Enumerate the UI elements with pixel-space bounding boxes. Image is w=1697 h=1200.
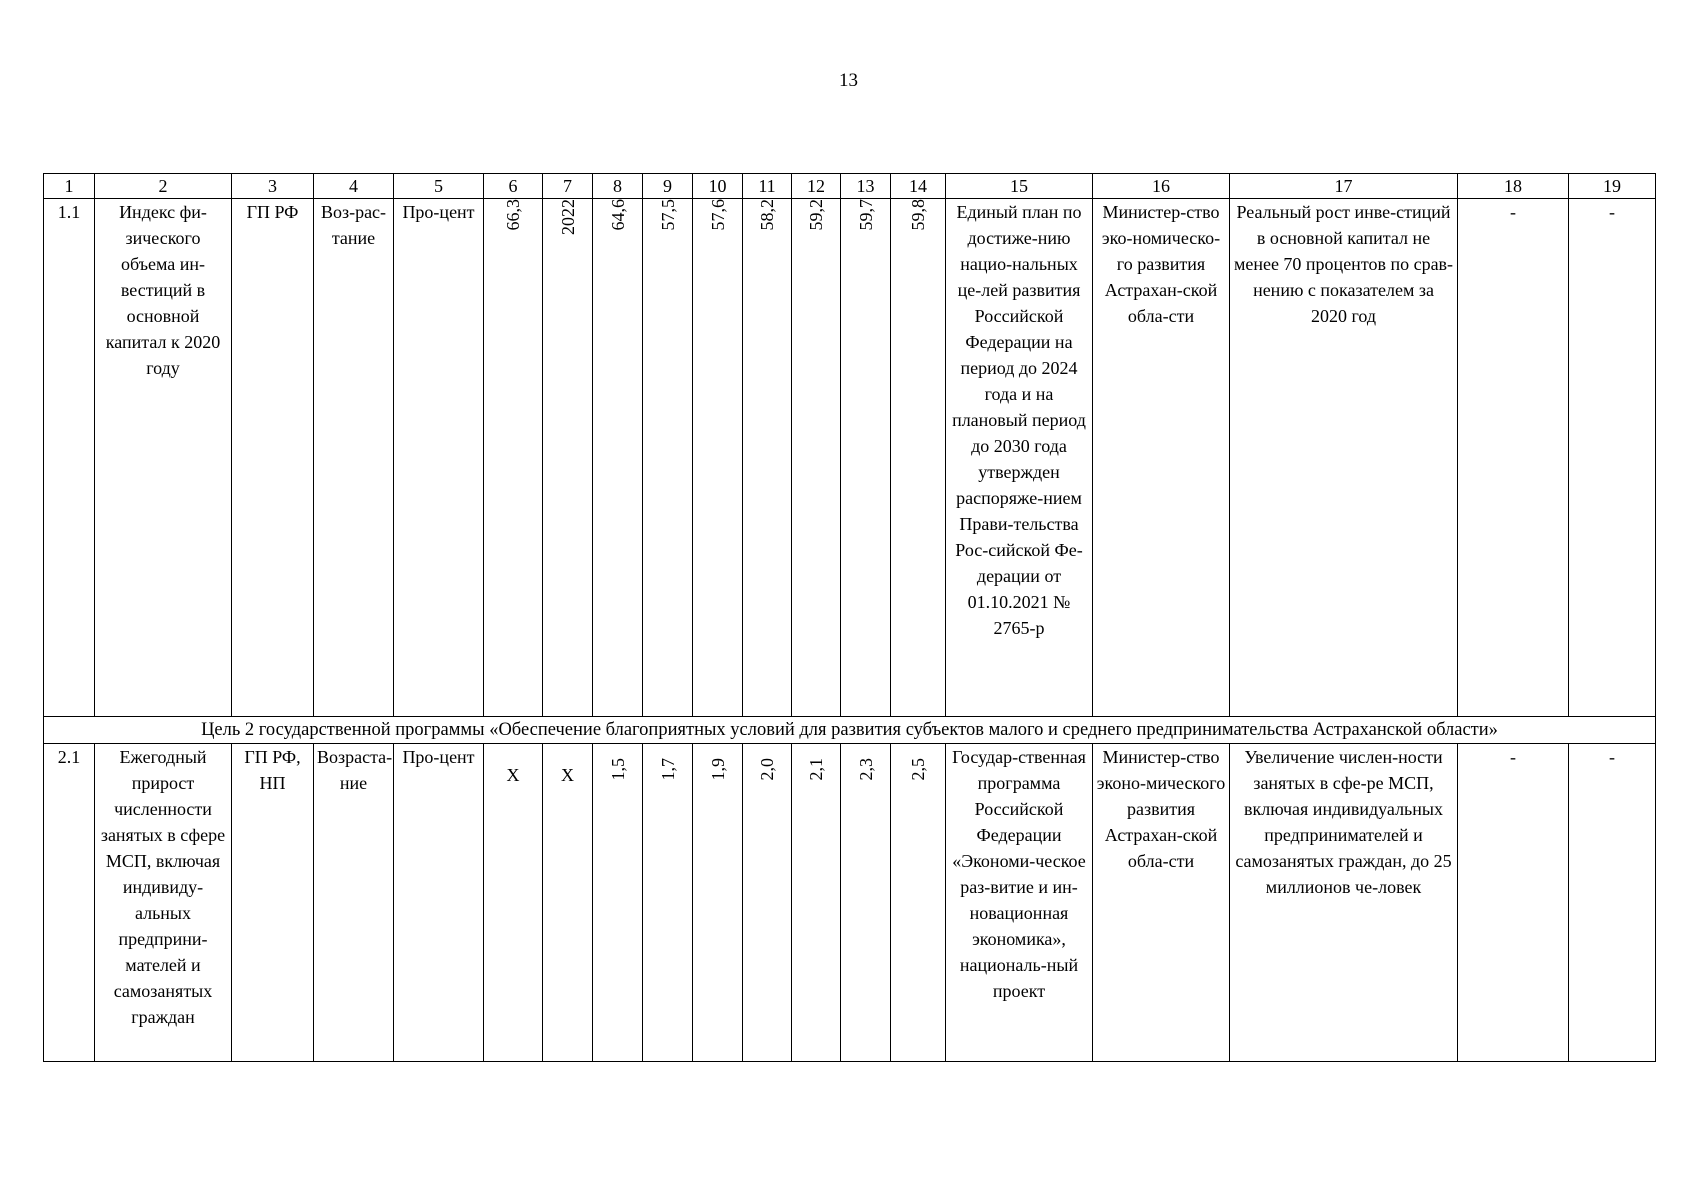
col-number: 17 — [1230, 174, 1458, 199]
year-value-cell — [891, 199, 946, 717]
col-number: 9 — [643, 174, 693, 199]
year-value-cell — [841, 744, 891, 1062]
year-value: 57,6 — [707, 199, 728, 231]
indicator-name: Ежегодный прирост численности занятых в сфере МСП, включая индивиду-альных предприни-мателей и самозанятых граждан — [95, 744, 232, 1062]
col-number: 19 — [1569, 174, 1656, 199]
col-number: 3 — [232, 174, 314, 199]
year-value: 64,6 — [607, 199, 628, 231]
year-value: 57,5 — [657, 199, 678, 231]
year-value: 59,2 — [806, 199, 826, 231]
indicators-table — [43, 173, 1656, 1062]
indicator-row-1-1 — [44, 199, 1656, 717]
column-number-row — [44, 174, 1656, 199]
page-number: 13 — [839, 70, 858, 91]
col-number: 5 — [394, 174, 484, 199]
year-value-cell — [643, 199, 693, 717]
indicator-unit: Про-цент — [394, 199, 484, 717]
year-value-cell — [693, 199, 743, 717]
indicator-trend: Возраста-ние — [314, 744, 394, 1062]
column-19-value: - — [1569, 199, 1656, 717]
year-value-cell — [643, 744, 693, 1062]
year-value: 2,0 — [757, 758, 777, 781]
national-goal-link: Реальный рост инве-стиций в основной капитал не менее 70 процентов по срав-нению с показателем за 2020 год — [1230, 199, 1458, 717]
year-value: 2,1 — [806, 758, 826, 781]
base-year: 2022 — [557, 199, 578, 235]
base-value: 66,3 — [503, 199, 523, 231]
indicator-number: 1.1 — [44, 199, 95, 717]
indicator-trend: Воз-рас-тание — [314, 199, 394, 717]
goal-2-title: Цель 2 государственной программы «Обеспечение благоприятных условий для развития субъектов малого и среднего предпринимательства Астраханской области» — [44, 717, 1656, 744]
col-number: 18 — [1458, 174, 1569, 199]
year-value: 58,2 — [757, 199, 777, 231]
year-value-cell — [792, 199, 841, 717]
indicator-level: ГП РФ — [232, 199, 314, 717]
col-number: 7 — [543, 174, 593, 199]
national-goal-link: Увеличение числен-ности занятых в сфе-ре МСП, включая индивидуальных предпринимателей и самозанятых граждан, до 25 миллионов че-ловек — [1230, 744, 1458, 1062]
year-value: 1,7 — [657, 758, 678, 781]
year-value-cell — [593, 199, 643, 717]
column-18-value: - — [1458, 199, 1569, 717]
base-year-cell — [543, 199, 593, 717]
base-year: Х — [561, 765, 574, 785]
source-document: Государ-ственная программа Российской Федерации «Экономи-ческое раз-витие и ин-новационная экономика», националь-ный проект — [946, 744, 1093, 1062]
col-number: 2 — [95, 174, 232, 199]
year-value: 59,8 — [908, 199, 928, 231]
column-18-value: - — [1458, 744, 1569, 1062]
year-value-cell — [593, 744, 643, 1062]
year-value-cell — [891, 744, 946, 1062]
indicator-level: ГП РФ, НП — [232, 744, 314, 1062]
col-number: 12 — [792, 174, 841, 199]
indicator-number: 2.1 — [44, 744, 95, 1062]
base-value: Х — [506, 765, 520, 785]
indicator-name: Индекс фи-зического объема ин-вестиций в основной капитал к 2020 году — [95, 199, 232, 717]
responsible-body: Министер-ство эко-номическо-го развития Астрахан-ской обла-сти — [1093, 199, 1230, 717]
base-year-cell — [543, 744, 593, 1062]
year-value-cell — [743, 199, 792, 717]
goal-row — [44, 717, 1656, 744]
base-value-cell — [484, 199, 543, 717]
column-19-value: - — [1569, 744, 1656, 1062]
indicator-unit: Про-цент — [394, 744, 484, 1062]
col-number: 1 — [44, 174, 95, 199]
col-number: 4 — [314, 174, 394, 199]
col-number: 6 — [484, 174, 543, 199]
year-value: 2,3 — [855, 758, 876, 781]
year-value-cell — [743, 744, 792, 1062]
col-number: 16 — [1093, 174, 1230, 199]
year-value-cell — [792, 744, 841, 1062]
base-value-cell — [484, 744, 543, 1062]
year-value: 1,9 — [707, 758, 728, 781]
year-value-cell — [841, 199, 891, 717]
col-number: 11 — [743, 174, 792, 199]
col-number: 10 — [693, 174, 743, 199]
col-number: 14 — [891, 174, 946, 199]
year-value: 1,5 — [607, 758, 628, 781]
col-number: 13 — [841, 174, 891, 199]
col-number: 8 — [593, 174, 643, 199]
responsible-body: Министер-ство эконо-мического развития Астрахан-ской обла-сти — [1093, 744, 1230, 1062]
source-document: Единый план по достиже-нию нацио-нальных це-лей развития Российской Федерации на период до 2024 года и на плановый период до 2030 года утвержден распоряже-нием Прави-тельства Рос-сийской Фе-дерации от 01.10.2021 № 2765-р — [946, 199, 1093, 717]
year-value-cell — [693, 744, 743, 1062]
year-value: 2,5 — [908, 758, 928, 781]
indicator-row-2-1 — [44, 744, 1656, 1062]
col-number: 15 — [946, 174, 1093, 199]
year-value: 59,7 — [855, 199, 876, 231]
